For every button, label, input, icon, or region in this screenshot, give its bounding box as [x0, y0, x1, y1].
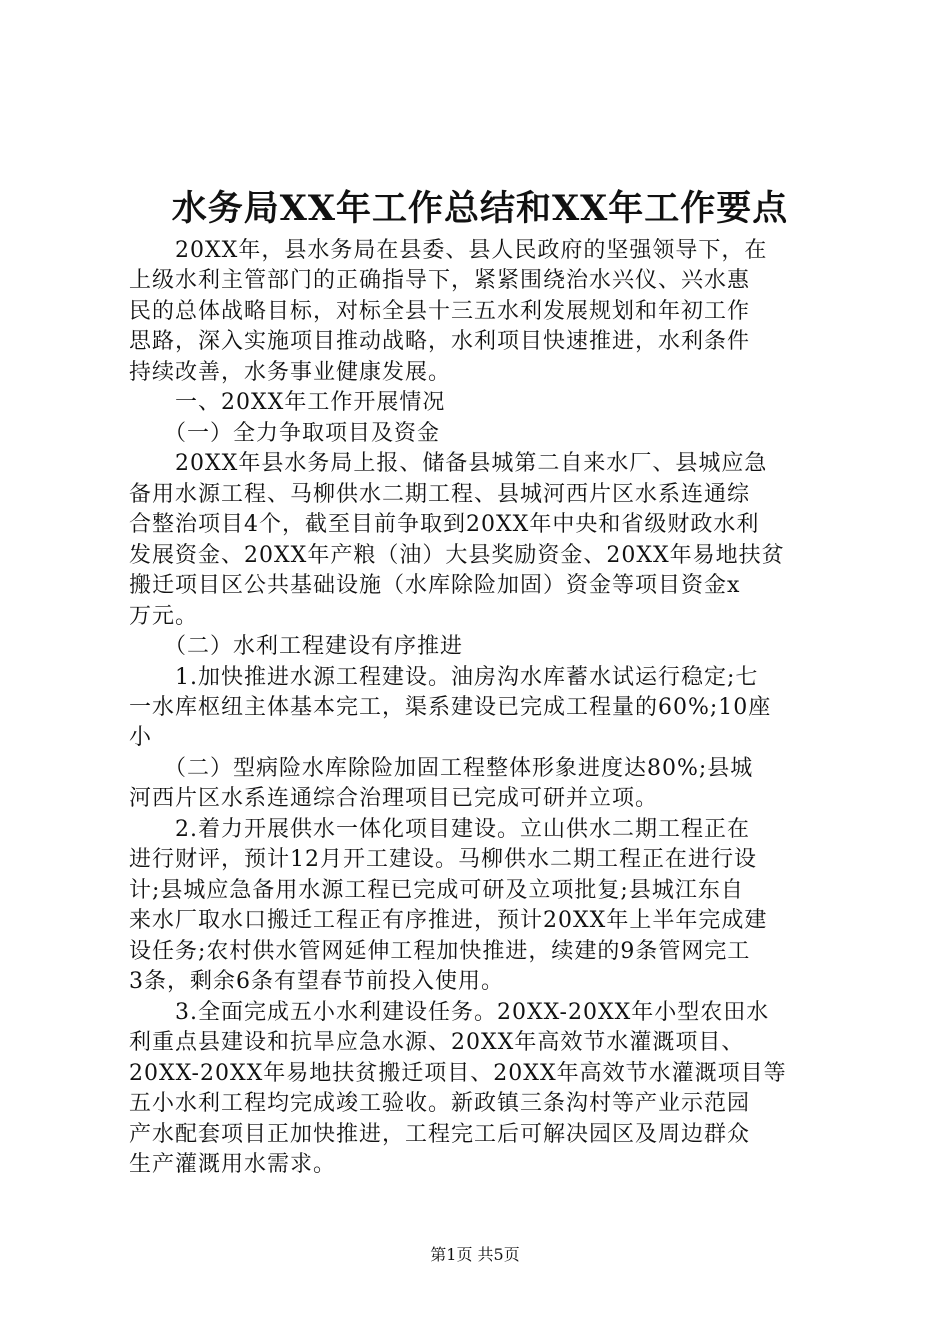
body-line: 进行财评，预计12月开工建设。马柳供水二期工程正在进行设	[129, 847, 757, 872]
body-line: 20XX年，县水务局在县委、县人民政府的坚强领导下，在	[129, 238, 768, 263]
subsection-heading: （一）全力争取项目及资金	[129, 421, 441, 446]
body-line: 计;县城应急备用水源工程已完成可研及立项批复;县城江东自	[129, 878, 744, 903]
body-line: 20XX-20XX年易地扶贫搬迁项目、20XX年高效节水灌溉项目等	[129, 1061, 787, 1086]
body-line: 发展资金、20XX年产粮（油）大县奖励资金、20XX年易地扶贫	[129, 543, 785, 568]
body-line: 生产灌溉用水需求。	[129, 1152, 337, 1177]
body-line: 上级水利主管部门的正确指导下，紧紧围绕治水兴仪、兴水惠	[129, 268, 751, 293]
subsection-heading: （二）水利工程建设有序推进	[129, 634, 464, 659]
body-line: 河西片区水系连通综合治理项目已完成可研并立项。	[129, 786, 659, 811]
body-line: （二）型病险水库除险加固工程整体形象进度达80%;县城	[129, 756, 754, 781]
body-line: 3条，剩余6条有望春节前投入使用。	[129, 969, 504, 994]
body-line: 万元。	[129, 604, 199, 629]
body-line: 五小水利工程均完成竣工验收。新政镇三条沟村等产业示范园	[129, 1091, 751, 1116]
body-line: 产水配套项目正加快推进，工程完工后可解决园区及周边群众	[129, 1122, 751, 1147]
body-line: 小	[129, 725, 153, 750]
body-line: 民的总体战略目标，对标全县十三五水利发展规划和年初工作	[129, 299, 751, 324]
body-line: 思路，深入实施项目推动战略，水利项目快速推进，水利条件	[129, 329, 751, 354]
body-line: 设任务;农村供水管网延伸工程加快推进，续建的9条管网完工	[129, 939, 751, 964]
body-line: 来水厂取水口搬迁工程正有序推进，预计20XX年上半年完成建	[129, 908, 768, 933]
body-line: 20XX年县水务局上报、储备县城第二自来水厂、县城应急	[129, 451, 768, 476]
body-line: 合整治项目4个，截至目前争取到20XX年中央和省级财政水利	[129, 512, 760, 537]
body-line: 利重点县建设和抗旱应急水源、20XX年高效节水灌溉项目、	[129, 1030, 745, 1055]
body-line: 1.加快推进水源工程建设。油房沟水库蓄水试运行稳定;七	[129, 665, 759, 690]
document-title: 水务局XX年工作总结和XX年工作要点	[171, 188, 789, 229]
page-footer: 第1页 共5页	[430, 1245, 520, 1264]
body-line: 2.着力开展供水一体化项目建设。立山供水二期工程正在	[129, 817, 750, 842]
body-line: 3.全面完成五小水利建设任务。20XX-20XX年小型农田水	[129, 1000, 770, 1025]
section-heading: 一、20XX年工作开展情况	[129, 390, 446, 415]
body-line: 持续改善，水务事业健康发展。	[129, 360, 452, 385]
body-line: 搬迁项目区公共基础设施（水库除险加固）资金等项目资金x	[129, 573, 741, 598]
body-line: 备用水源工程、马柳供水二期工程、县城河西片区水系连通综	[129, 482, 751, 507]
body-line: 一水库枢纽主体基本完工，渠系建设已完成工程量的60%;10座	[129, 695, 772, 720]
